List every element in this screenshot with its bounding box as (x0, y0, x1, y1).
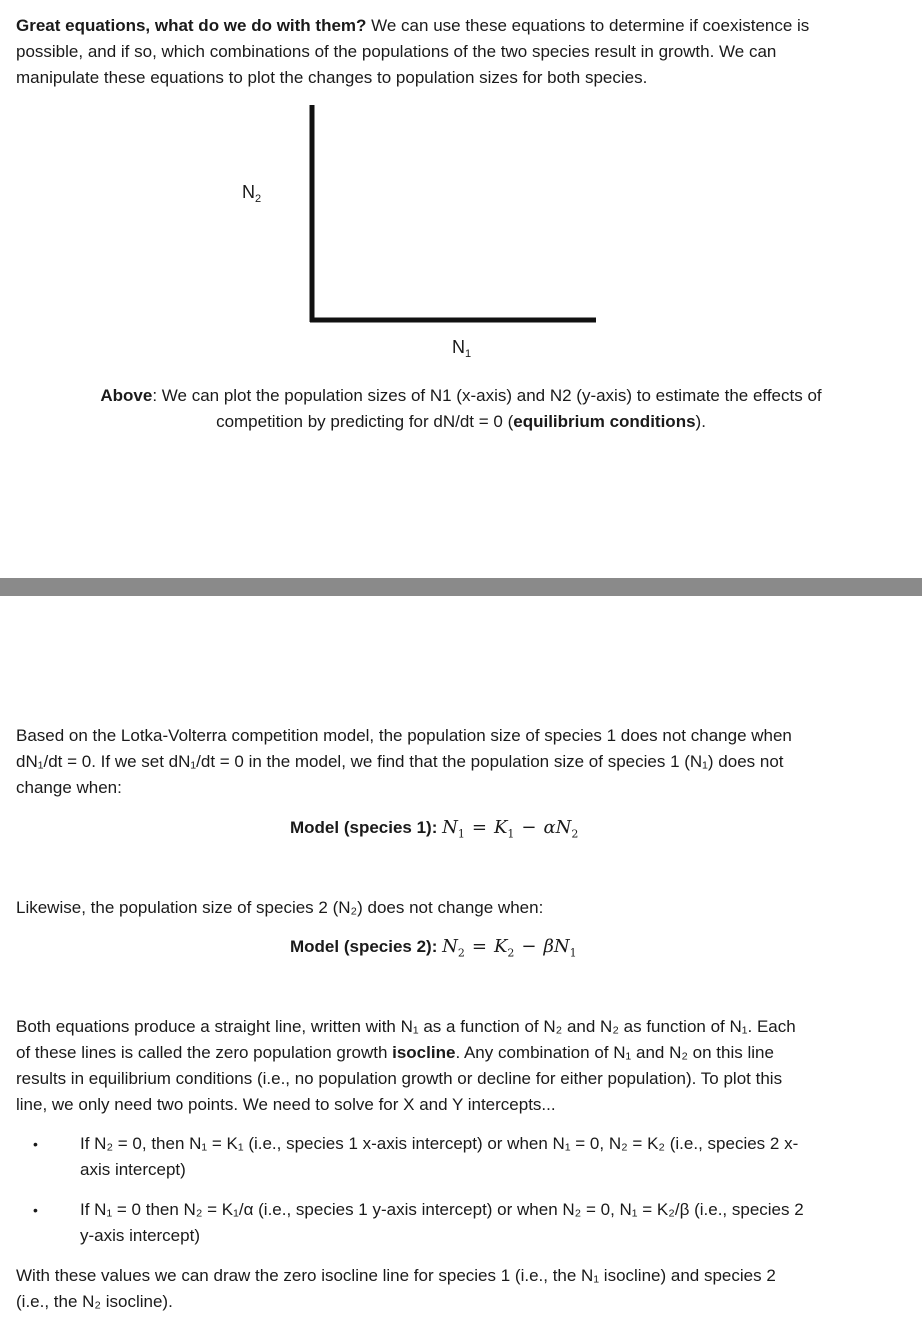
bullet-dot-icon: • (33, 1136, 38, 1152)
model1-label: Model (species 1): (290, 818, 438, 837)
model1-equation: $N_1 = K_1 - \alpha N_2$ (442, 817, 579, 841)
bullet-item-1 (16, 1131, 896, 1183)
section2-line-1: Based on the Lotka-Volterra competition model, the population size of species 1 does not change when (16, 726, 792, 745)
section2-line-3: change when: (16, 778, 122, 797)
bullet-1-line-1: If N₂ = 0, then N₁ = K₁ (i.e., species 1 x-axis intercept) or when N₁ = 0, N₂ = K₂ (i.e., species 2 x- (80, 1134, 799, 1153)
section3-line-1: Both equations produce a straight line, written with N₁ as a function of N₂ and N₂ as function of N₁. Each (16, 1017, 796, 1036)
caption-line-2: competition by predicting for dN/dt = 0 (equilibrium conditions). (216, 412, 706, 431)
section-divider (0, 578, 922, 596)
intro-bold-lead: Great equations, what do we do with them? (16, 16, 367, 35)
section3-line-2: of these lines is called the zero population growth isocline. Any combination of N₁ and N₂ on this line (16, 1043, 774, 1062)
y-axis-label: $N_2$ (242, 182, 262, 205)
section2-line-2: dN₁/dt = 0. If we set dN₁/dt = 0 in the model, we find that the population size of species 1 (N₁) does not (16, 752, 784, 771)
bullet-1-line-2: axis intercept) (80, 1160, 186, 1179)
figure-caption (0, 383, 922, 435)
model-species-2 (290, 934, 577, 967)
intro-line-3: manipulate these equations to plot the changes to population sizes for both species. (16, 68, 648, 87)
model2-label: Model (species 2): (290, 937, 438, 956)
likewise-line: Likewise, the population size of species 2 (N₂) does not change when: (16, 898, 544, 917)
closing-paragraph (16, 1263, 906, 1315)
bullet-dot-icon: • (33, 1202, 38, 1218)
closing-line-1: With these values we can draw the zero isocline line for species 1 (i.e., the N₁ isocline) and species 2 (16, 1266, 776, 1285)
intro-line-2: possible, and if so, which combinations of the populations of the two species result in growth. We can (16, 42, 777, 61)
bullet-2-line-2: y-axis intercept) (80, 1226, 200, 1245)
x-axis-label: $N_1$ (452, 337, 472, 360)
bullet-item-2 (16, 1197, 896, 1249)
model2-equation: $N_2 = K_2 - \beta N_1$ (442, 936, 577, 960)
closing-line-2: (i.e., the N₂ isocline). (16, 1292, 173, 1311)
model-species-1 (290, 815, 578, 848)
isocline-paragraph (16, 1014, 906, 1118)
blank-axes-figure (0, 0, 922, 380)
section3-line-4: line, we only need two points. We need to solve for X and Y intercepts... (16, 1095, 556, 1114)
intro-line-1-rest: We can use these equations to determine if coexistence is (366, 16, 810, 35)
bullet-2-line-1: If N₁ = 0 then N₂ = K₁/α (i.e., species 1 y-axis intercept) or when N₂ = 0, N₁ = K₂/β (i.e., species 2 (80, 1200, 804, 1219)
caption-line-1: Above: We can plot the population sizes of N1 (x-axis) and N2 (y-axis) to estimate the effects of (100, 386, 822, 405)
section3-line-3: results in equilibrium conditions (i.e., no population growth or decline for either population). To plot this (16, 1069, 783, 1088)
lotka-volterra-paragraph (16, 723, 906, 801)
